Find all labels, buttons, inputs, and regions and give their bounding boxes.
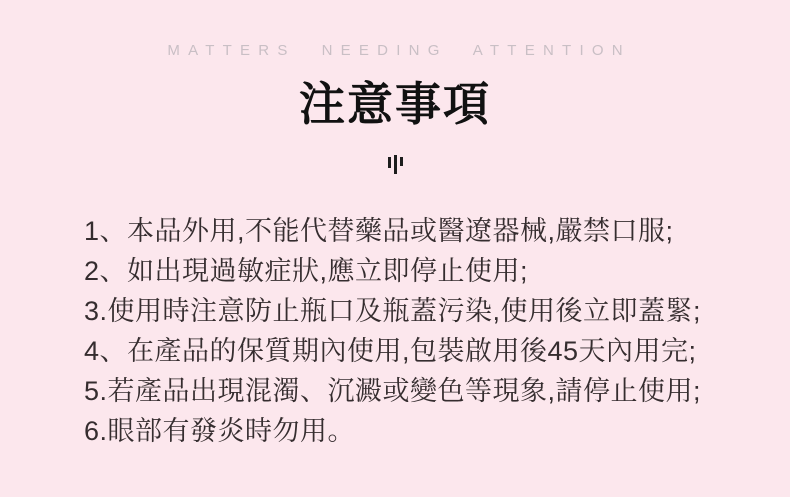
page-title: 注意事項 <box>299 78 491 130</box>
note-item: 1、本品外用,不能代替藥品或醫遼器械,嚴禁口服; <box>84 216 674 247</box>
note-item: 4、在產品的保質期內使用,包裝啟用後45天內用完; <box>84 336 697 367</box>
note-item: 6.眼部有發炎時勿用。 <box>84 416 356 447</box>
note-item: 3.使用時注意防止瓶口及瓶蓋污染,使用後立即蓋緊; <box>84 296 702 327</box>
notes-list <box>84 211 790 451</box>
triple-bar-icon <box>386 155 404 179</box>
note-item: 5.若產品出現混濁、沉澱或變色等現象,請停止使用; <box>84 376 702 407</box>
subtitle-english: MATTERS NEEDING ATTENTION <box>167 42 631 59</box>
note-item: 2、如出現過敏症狀,應立即停止使用; <box>84 256 529 287</box>
